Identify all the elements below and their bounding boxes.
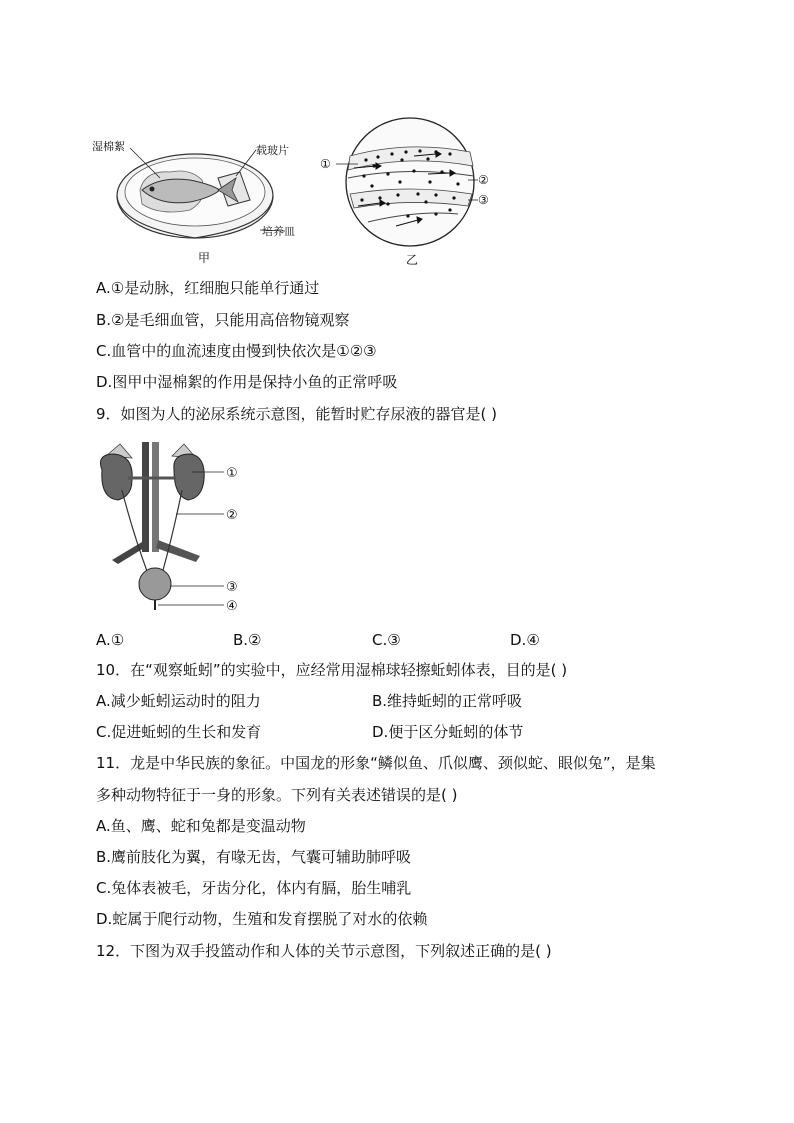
q9-option-a: A.①: [96, 631, 125, 649]
q9-option-b: B.②: [233, 631, 262, 649]
label-petri-dish: 培养皿: [262, 225, 295, 238]
marker-1: ①: [320, 157, 331, 171]
q8-option-d: D.图甲中湿棉絮的作用是保持小鱼的正常呼吸: [96, 373, 398, 391]
q9-marker-1: ①: [226, 466, 238, 481]
fish-eye: [150, 187, 155, 192]
kidney-left: [101, 454, 133, 500]
q11-option-a: A.鱼、鹰、蛇和兔都是变温动物: [96, 817, 306, 835]
bladder: [139, 568, 171, 600]
q9-marker-4: ④: [226, 599, 238, 614]
q9-option-d: D.④: [510, 631, 540, 649]
q12-stem: 12．下图为双手投篮动作和人体的关节示意图，下列叙述正确的是( ): [96, 942, 552, 960]
q10-stem: 10．在“观察蚯蚓”的实验中，应经常用湿棉球轻擦蚯蚓体表，目的是( ): [96, 661, 568, 679]
q11-stem-line1: 11．龙是中华民族的象征。中国龙的形象“鳞似鱼、爪似鹰、颈似蛇、眼似兔”，是集: [96, 754, 656, 772]
ureter-right: [162, 490, 182, 574]
q10-option-a: A.减少蚯蚓运动时的阻力: [96, 692, 261, 710]
q9-marker-3: ③: [226, 580, 238, 595]
marker-3: ③: [478, 193, 489, 207]
figure-blood-vessels: [318, 110, 498, 270]
marker-2: ②: [478, 173, 489, 187]
microscope-field: [346, 118, 474, 246]
q9-marker-2: ②: [226, 508, 238, 523]
q9-option-c: C.③: [372, 631, 401, 649]
label-wet-cotton: 湿棉絮: [92, 140, 125, 153]
q8-option-c: C.血管中的血流速度由慢到快依次是①②③: [96, 342, 377, 360]
kidney-right: [174, 454, 204, 500]
q11-option-d: D.蛇属于爬行动物，生殖和发育摆脱了对水的依赖: [96, 910, 428, 928]
vena-cava: [152, 442, 159, 552]
iliac-right: [156, 540, 200, 562]
q11-option-c: C.兔体表被毛，牙齿分化，体内有膈，胎生哺乳: [96, 879, 412, 897]
label-glass-slide: 载玻片: [256, 144, 289, 157]
iliac-left: [112, 542, 144, 564]
q8-option-b: B.②是毛细血管，只能用高倍物镜观察: [96, 311, 350, 329]
q8-option-a: A.①是动脉，红细胞只能单行通过: [96, 279, 320, 297]
figure-urinary-system: [92, 440, 252, 616]
q9-stem: 9．如图为人的泌尿系统示意图，能暂时贮存尿液的器官是( ): [96, 405, 498, 423]
q11-stem-line2: 多种动物特征于一身的形象。下列有关表述错误的是( ): [96, 786, 458, 804]
aorta: [142, 442, 149, 552]
q10-option-c: C.促进蚯蚓的生长和发育: [96, 723, 262, 741]
q10-option-d: D.便于区分蚯蚓的体节: [372, 723, 524, 741]
figure-fish-dish: [90, 128, 320, 268]
caption-yi: 乙: [406, 253, 419, 267]
q11-option-b: B.鹰前肢化为翼，有喙无齿，气囊可辅助肺呼吸: [96, 848, 412, 866]
q10-option-b: B.维持蚯蚓的正常呼吸: [372, 692, 523, 710]
caption-jia: 甲: [198, 251, 211, 265]
